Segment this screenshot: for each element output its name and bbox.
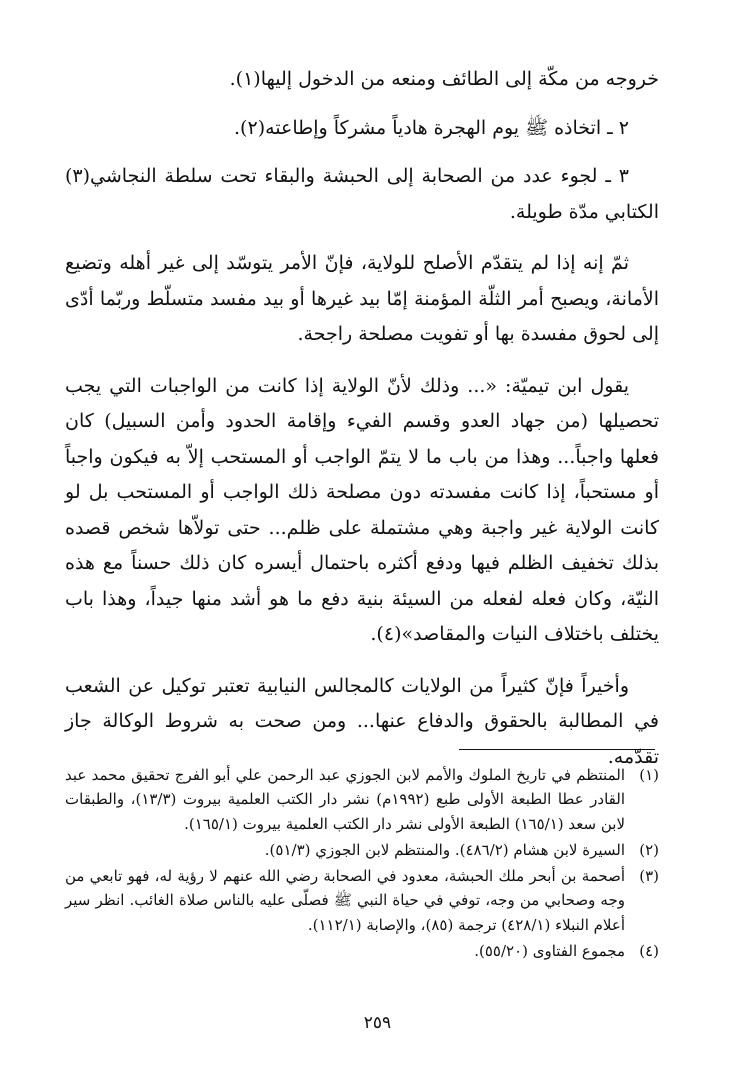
footnote-number: (٤) xyxy=(639,942,659,961)
paragraph-4: ثمّ إنه إذا لم يتقدّم الأصلح للولاية، فإنّ الأمر يتوسّد إلى غير أهله وتضيع الأمانة، ويصبح أمر الثلّة المؤمنة إمّا بيد غيرها أو بيد مفسد متسلّط وربّما أدّى إلى لحوق مفسدة بها أو تفويت مصلحة راجحة. xyxy=(65,252,659,345)
footnote xyxy=(65,939,659,963)
footnote xyxy=(65,763,659,836)
paragraph-6: وأخيراً فإنّ كثيراً من الولايات كالمجالس النيابية تعتبر توكيل عن الشعب في المطالبة بالحقوق والدفاع عنها... ومن صحت به شروط الوكالة جاز تقدّمه. xyxy=(65,674,659,768)
footnote xyxy=(65,838,659,862)
list-item-2: ٢ ـ اتخاذه ﷺ يوم الهجرة هادياً مشركاً وإطاعته(٢). xyxy=(234,116,629,139)
footnotes xyxy=(65,763,659,965)
footnote-text: المنتظم في تاريخ الملوك والأمم لابن الجوزي عبد الرحمن علي أبو الفرج تحقيق محمد عبد القادر عطا الطبعة الأولى طبع (١٩٩٢م) نشر دار الكتب العلمية بيروت (١٣/٣)، والطبقات لابن سعد (١٦٥/١) الطبعة الأولى نشر دار الكتب العلمية بيروت (١٦٥/١). xyxy=(65,766,626,833)
paragraph-1: خروجه من مكّة إلى الطائف ومنعه من الدخول إليها(١). xyxy=(229,68,659,90)
footnote-number: (١) xyxy=(639,766,659,784)
list-item-3: ٣ ـ لجوء عدد من الصحابة إلى الحبشة والبقاء تحت سلطة النجاشي(٣) الكتابي مدّة طويلة. xyxy=(65,165,659,223)
main-text xyxy=(65,62,659,775)
footnote-text: السيرة لابن هشام (٤٨٦/٢). والمنتظم لابن الجوزي (٥١/٣). xyxy=(264,840,625,859)
footnote xyxy=(65,864,659,937)
footnote-divider xyxy=(459,749,655,750)
page-number: ٢٥٩ xyxy=(363,1013,392,1033)
footnote-number: (٣) xyxy=(639,867,659,886)
footnote-text: مجموع الفتاوى (٥٥/٢٠). xyxy=(474,942,625,961)
footnote-number: (٢) xyxy=(639,840,659,859)
quotation-paragraph: يقول ابن تيميّة: «... وذلك لأنّ الولاية إذا كانت من الواجبات التي يجب تحصيلها (من جهاد العدو وقسم الفيء وإقامة الحدود وأمن السبيل) كان فعلها واجباً... وهذا من باب ما لا يتمّ الواجب أو المستحب إلاّ به فيكون واجباً أو مستحباً، إذا كانت مفسدته دون مصلحة ذلك الواجب أو المستحب بل لو كانت الولاية غير واجبة وهي مشتملة على ظلم... حتى تولاّها شخص قصده بذلك تخفيف الظلم فيها ودفع أكثره باحتمال أيسره كان ذلك حسناً مع هذه النيّة، وكان فعله لفعله من السيئة بنية دفع ما هو أشد منها جيداً، وهذا باب يختلف باختلاف النيات والمقاصد»(٤). xyxy=(65,374,659,645)
footnote-text: أصحمة بن أبحر ملك الحبشة، معدود في الصحابة رضي الله عنهم لا رؤية له، فهو تابعي من وجه وصحابي من وجه، توفي في حياة النبي ﷺ فصلّى عليه بالناس صلاة الغائب. انظر سير أعلام النبلاء (٤٢٨/١) ترجمة (٨٥)، والإصابة (١١٢/١). xyxy=(65,867,625,934)
